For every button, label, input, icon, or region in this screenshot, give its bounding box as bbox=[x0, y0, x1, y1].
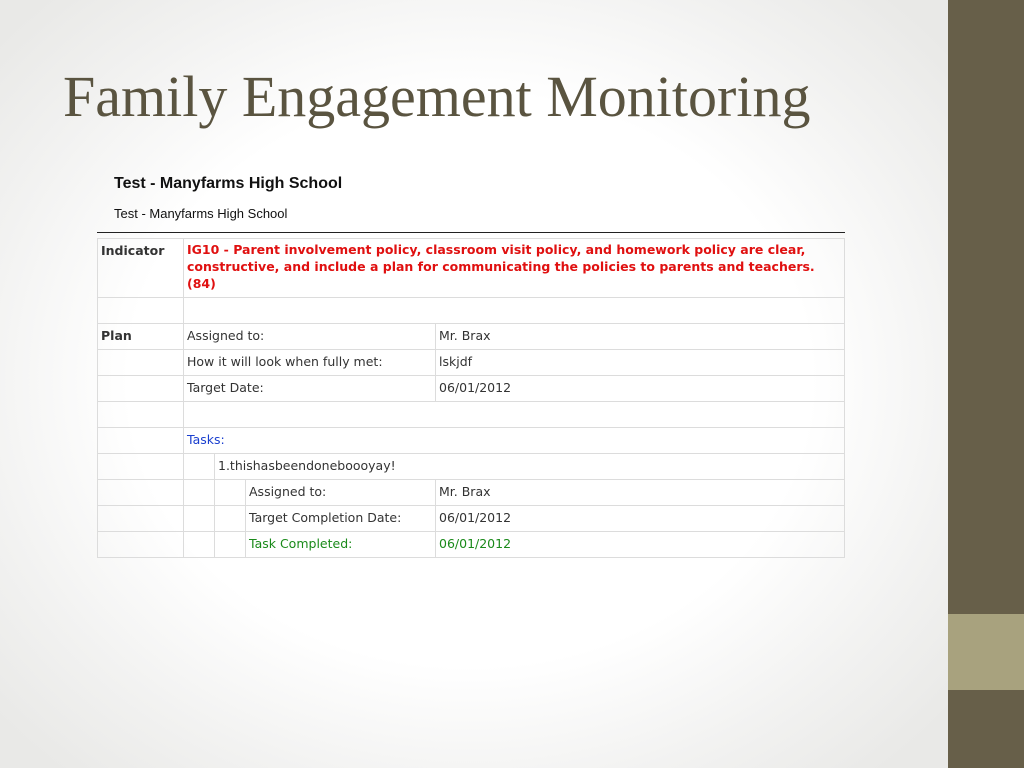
indicator-text: IG10 - Parent involvement policy, classroom visit policy, and homework policy are clear, constructive, and include a plan for communicating the policies to parents and teachers. (84) bbox=[184, 239, 845, 298]
plan-assigned-row bbox=[98, 324, 845, 350]
task-assigned-label: Assigned to: bbox=[246, 480, 436, 506]
plan-look-row bbox=[98, 350, 845, 376]
slide-title: Family Engagement Monitoring bbox=[63, 64, 811, 129]
indicator-label: Indicator bbox=[98, 239, 184, 298]
task-target-label: Target Completion Date: bbox=[246, 506, 436, 532]
spacer-row bbox=[98, 298, 845, 324]
task-target-row bbox=[98, 506, 845, 532]
plan-target-value: 06/01/2012 bbox=[436, 376, 845, 402]
spacer-row bbox=[98, 402, 845, 428]
report-heading: Test - Manyfarms High School bbox=[114, 175, 343, 192]
report-subheading: Test - Manyfarms High School bbox=[114, 206, 288, 221]
task-assigned-value: Mr. Brax bbox=[436, 480, 845, 506]
report-document bbox=[97, 172, 845, 558]
task-completed-value: 06/01/2012 bbox=[436, 532, 845, 558]
task-target-value: 06/01/2012 bbox=[436, 506, 845, 532]
plan-assigned-label: Assigned to: bbox=[184, 324, 436, 350]
indicator-row bbox=[98, 239, 845, 298]
plan-look-value: lskjdf bbox=[436, 350, 845, 376]
task-name-row bbox=[98, 454, 845, 480]
plan-label: Plan bbox=[98, 324, 184, 350]
tasks-header-row bbox=[98, 428, 845, 454]
sidebar-accent-block bbox=[948, 614, 1024, 690]
heading-divider bbox=[97, 232, 845, 233]
plan-target-label: Target Date: bbox=[184, 376, 436, 402]
task-completed-row bbox=[98, 532, 845, 558]
monitoring-table bbox=[97, 238, 845, 558]
task-completed-label: Task Completed: bbox=[246, 532, 436, 558]
task-name: 1.thishasbeendoneboooyay! bbox=[215, 454, 845, 480]
plan-assigned-value: Mr. Brax bbox=[436, 324, 845, 350]
tasks-link[interactable]: Tasks: bbox=[184, 428, 845, 454]
plan-look-label: How it will look when fully met: bbox=[184, 350, 436, 376]
plan-target-row bbox=[98, 376, 845, 402]
task-assigned-row bbox=[98, 480, 845, 506]
